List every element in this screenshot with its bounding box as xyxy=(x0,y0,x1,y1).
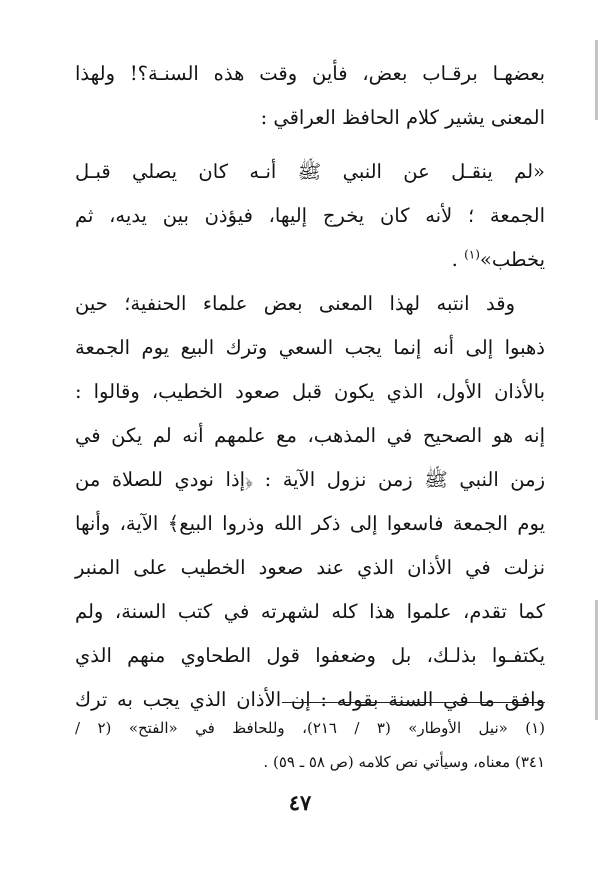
page-number: ٤٧ xyxy=(288,790,312,815)
text-line: ذهبوا إلى أنه إنما يجب السعي وترك البيع يوم الجمعة xyxy=(75,336,545,359)
text-line: المعنى يشير كلام الحافظ العراقي : xyxy=(260,106,545,129)
text-line: وافق ما في السنة بقوله : إن الأذان الذي يجب به ترك xyxy=(75,688,545,711)
text-line: الجمعة ؛ لأنه كان يخرج إليها، فيؤذن بين يديه، ثم xyxy=(75,204,545,227)
quotation-iraqi xyxy=(75,150,545,282)
paragraph-continuation xyxy=(75,52,545,140)
text-line: «لم ينقـل عن النبي ﷺ أنـه كان يصلي قبـل xyxy=(75,160,545,183)
text-line: بالأذان الأول، الذي يكون قبل صعود الخطيب، وقالوا : xyxy=(75,380,545,403)
text-line: إنه هو الصحيح في المذهب، مع علمهم أنه لم يكن في xyxy=(75,424,545,447)
scan-edge-shadow xyxy=(595,600,598,720)
footnote-reference: (١) xyxy=(464,247,480,262)
paragraph-hanafi xyxy=(75,282,545,722)
text-line: نزلت في الأذان الذي عند صعود الخطيب على المنبر xyxy=(75,556,545,579)
text-line xyxy=(75,238,545,282)
footnote-divider xyxy=(282,702,545,703)
scan-edge-shadow xyxy=(595,40,598,120)
text-line: يكتفـوا بذلـك، بل وضعفوا قول الطحاوي منهم الذي xyxy=(75,644,545,667)
text-line: يوم الجمعة فاسعوا إلى ذكر الله وذروا البيع﴾ الآية، وأنها xyxy=(75,512,545,535)
quote-last-words: يخطب» xyxy=(479,248,545,271)
text-line: كما تقدم، علموا هذا كله لشهرته في كتب السنة، ولم xyxy=(75,600,545,623)
footnote-line: (١) «نيل الأوطار» (٣ / ٢١٦)، وللحافظ في «الفتح» (٢ / xyxy=(75,719,545,737)
text-line: بعضهـا برقـاب بعض، فأين وقت هذه السنـة؟! ولهذا xyxy=(75,62,545,85)
text-line: زمن النبي ﷺ زمن نزول الآية : ﴿إذا نودي للصلاة من xyxy=(75,468,545,491)
quote-end-punct: . xyxy=(451,248,465,271)
text-line: وقد انتبه لهذا المعنى بعض علماء الحنفية؛ حين xyxy=(75,292,515,315)
footnote-line: ٣٤١) معناه، وسيأتي نص كلامه (ص ٥٨ ـ ٥٩) . xyxy=(263,753,545,771)
footnotes xyxy=(75,711,545,779)
